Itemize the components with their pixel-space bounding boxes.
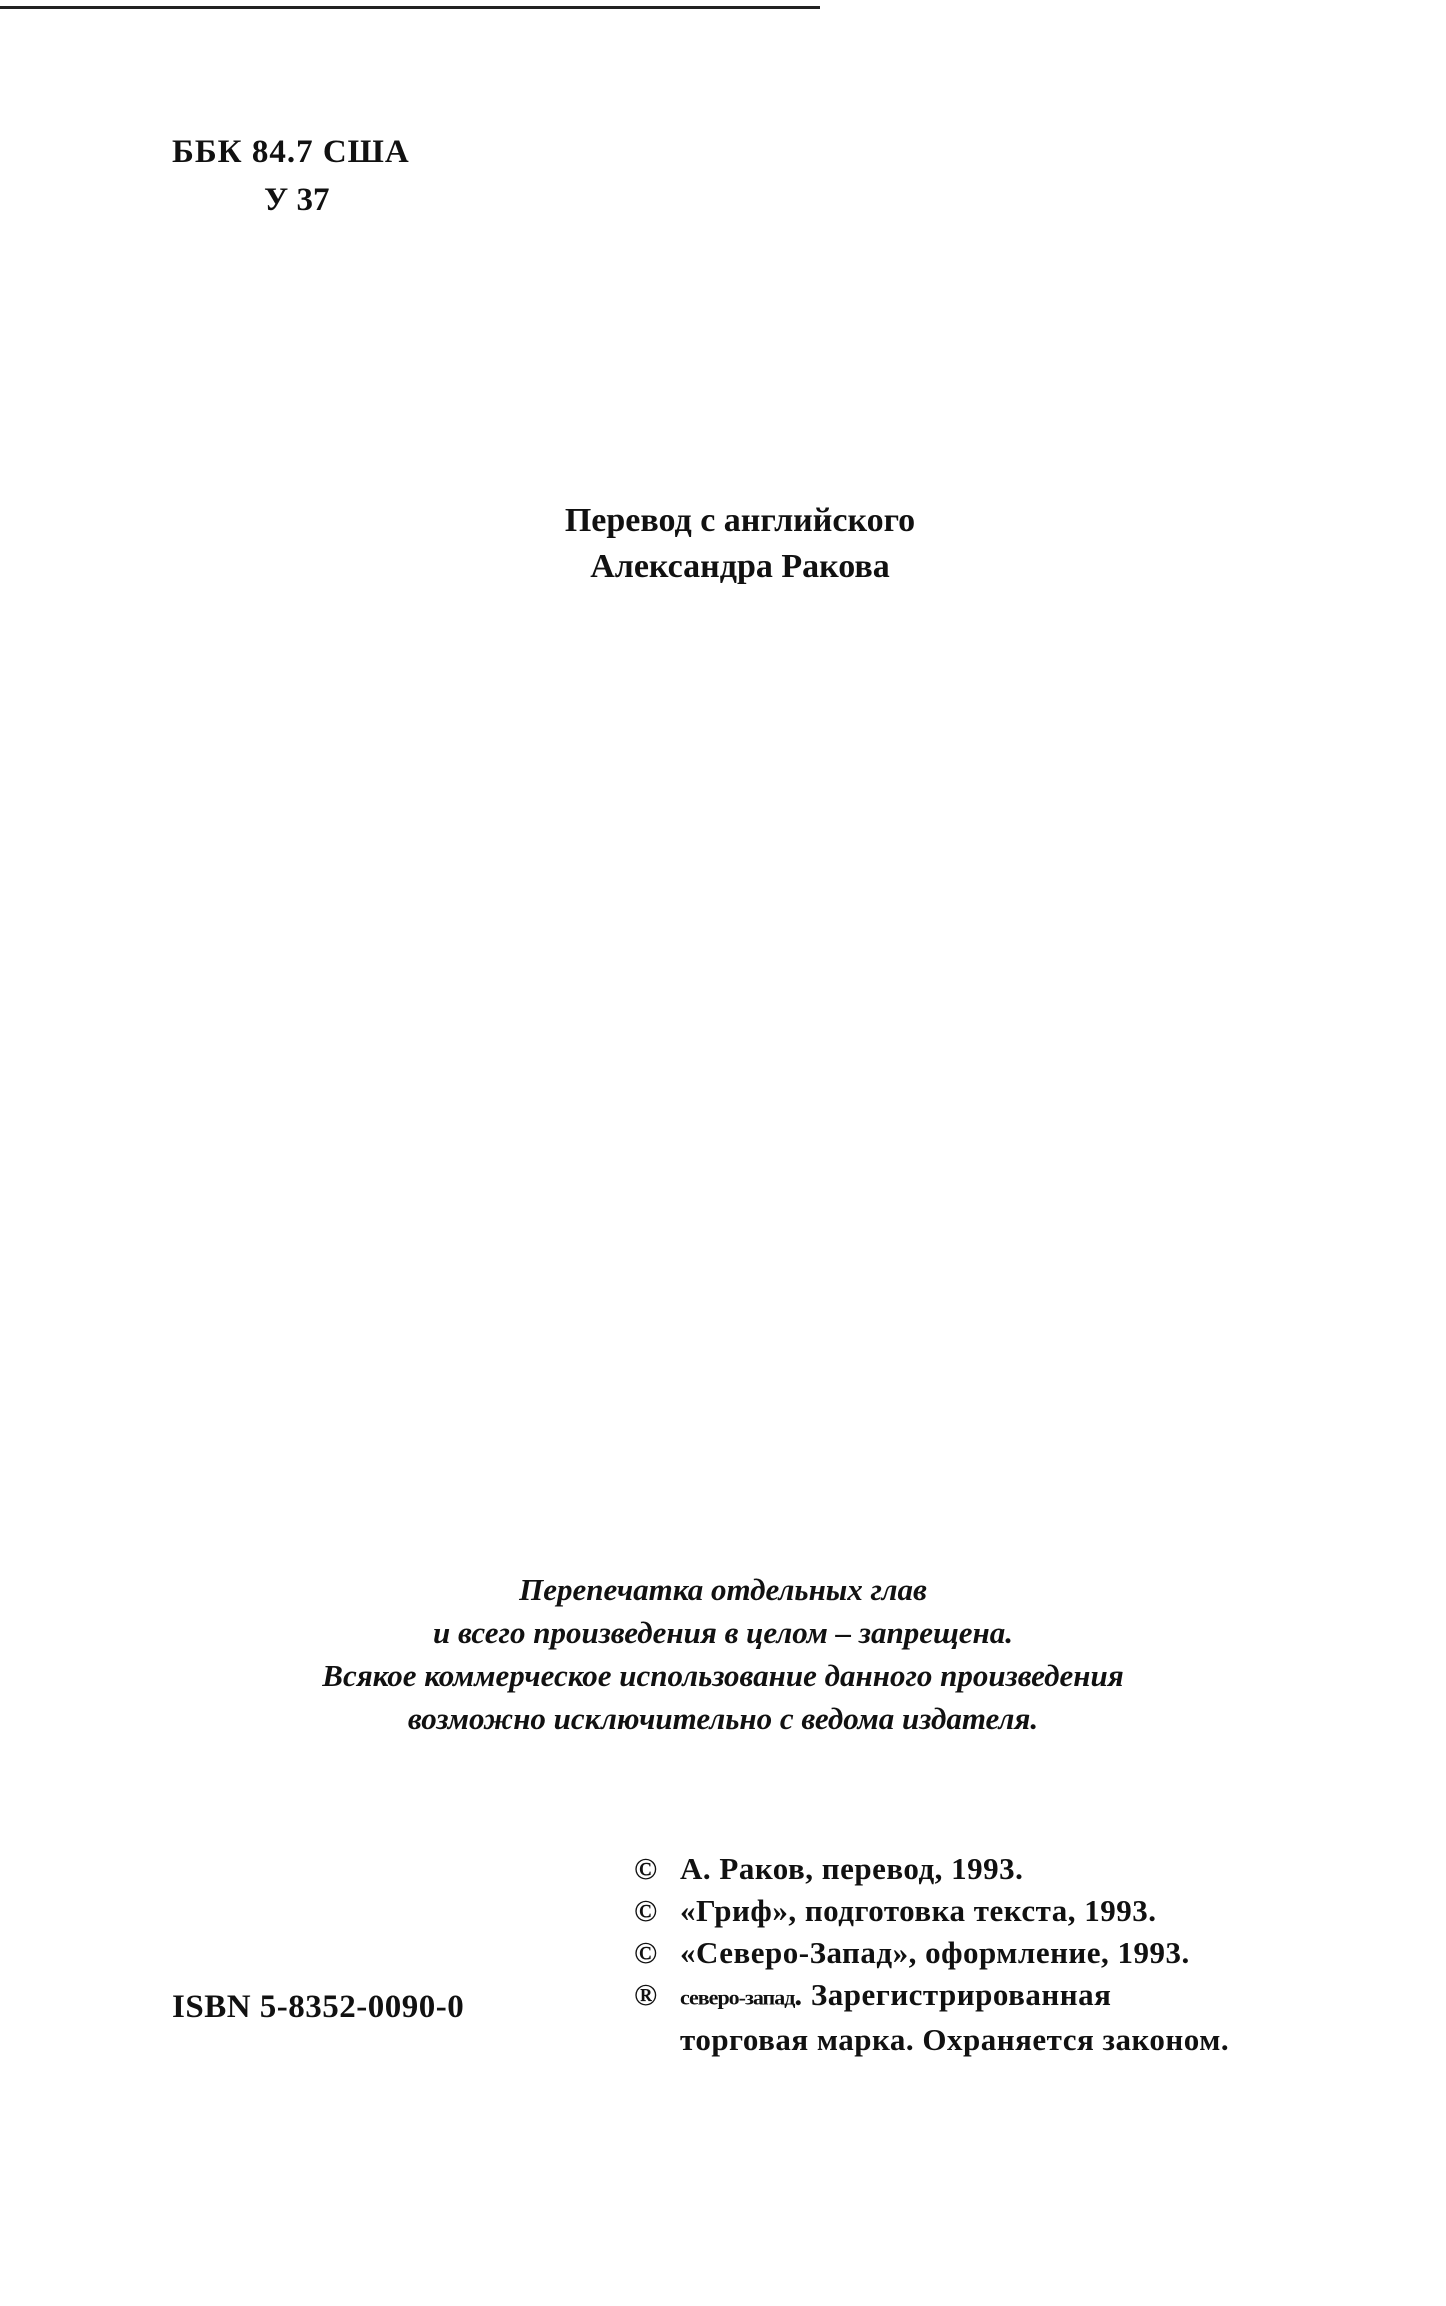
- trademark-text: . Зарегистрированная: [794, 1977, 1112, 2012]
- translation-line-2: Александра Ракова: [590, 548, 890, 585]
- reprint-notice: [223, 1568, 1223, 1740]
- copyright-icon: ©: [634, 1935, 658, 1970]
- udk-classification: У 37: [264, 182, 330, 218]
- copyright-text: А. Раков, перевод, 1993.: [680, 1851, 1024, 1886]
- isbn: ISBN 5-8352-0090-0: [172, 1989, 465, 2025]
- notice-line-3: Всякое коммерческое использование данного произведения: [322, 1658, 1124, 1693]
- translation-line-1: Перевод с английского: [564, 502, 916, 539]
- notice-line-2: и всего произведения в целом – запрещена.: [432, 1615, 1013, 1650]
- copyright-row-translation: [634, 1848, 1414, 1890]
- copyright-icon: ©: [634, 1851, 658, 1886]
- notice-line-4: возможно исключительно с ведома издателя.: [407, 1701, 1039, 1736]
- notice-line-1: Перепечатка отдельных глав: [519, 1572, 927, 1607]
- translation-credit: [440, 498, 1040, 590]
- copyright-text: «Северо-Запад», оформление, 1993.: [680, 1935, 1190, 1970]
- publisher-logo-mark: северо-запад: [680, 1986, 795, 2009]
- copyright-row-text-prep: [634, 1890, 1414, 1932]
- registered-icon: ®: [634, 1977, 658, 2012]
- copyright-icon: ©: [634, 1893, 658, 1928]
- copyright-row-design: [634, 1932, 1414, 1974]
- bbk-classification: ББК 84.7 США: [172, 134, 410, 170]
- copyright-text: «Гриф», подготовка текста, 1993.: [680, 1893, 1157, 1928]
- trademark-continuation: торговая марка. Охраняется законом.: [680, 2022, 1230, 2057]
- top-rule: [0, 6, 820, 9]
- trademark-row: [634, 1974, 1414, 2019]
- copyright-list: [634, 1848, 1414, 2061]
